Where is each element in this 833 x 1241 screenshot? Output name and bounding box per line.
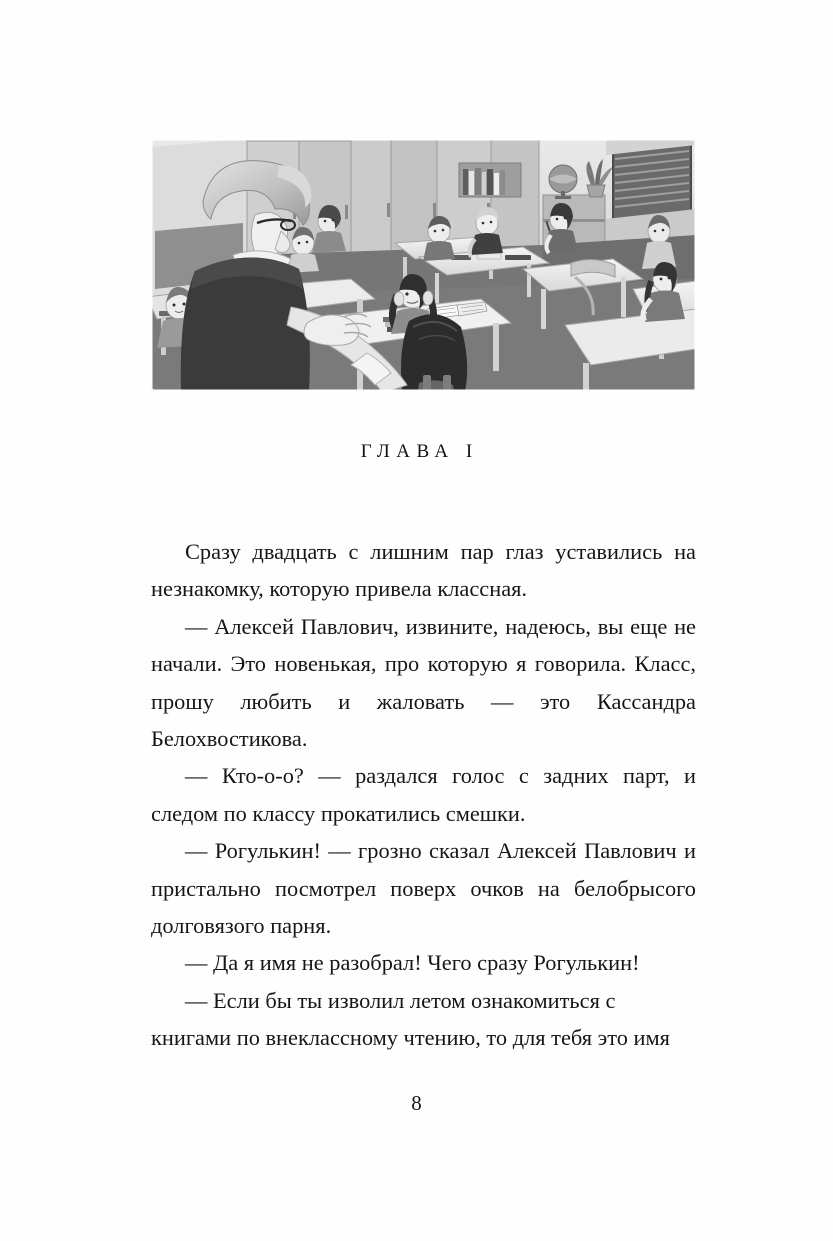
paragraph: — Алексей Павлович, извините, надеюсь, вы еще не начали. Это новенькая, про которую я говорила. Класс, прошу любить и жаловать — это Кассандра Белохвостикова.: [151, 613, 696, 752]
paragraph: — Да я имя не разобрал! Чего сразу Рогулькин!: [185, 950, 640, 976]
body-text: [151, 533, 696, 1057]
paragraph: — Кто-о-о? — раздался голос с задних парт, и следом по классу прокатились смешки.: [151, 763, 696, 826]
paragraph: — Рогулькин! — грозно сказал Алексей Павлович и пристально посмотрел поверх очков на белобрысого долговязого парня.: [151, 838, 696, 939]
paragraph: — Если бы ты изволил летом ознакомиться с книгами по внеклассному чтению, то для тебя это имя: [151, 987, 670, 1051]
page-number: 8: [411, 1091, 422, 1115]
paragraph: Сразу двадцать с лишним пар глаз уставились на незнакомку, которую привела классная.: [151, 539, 696, 602]
chapter-heading: ГЛАВА I: [360, 441, 479, 462]
classroom-illustration-svg: [151, 139, 696, 391]
classroom-illustration: [151, 139, 696, 391]
